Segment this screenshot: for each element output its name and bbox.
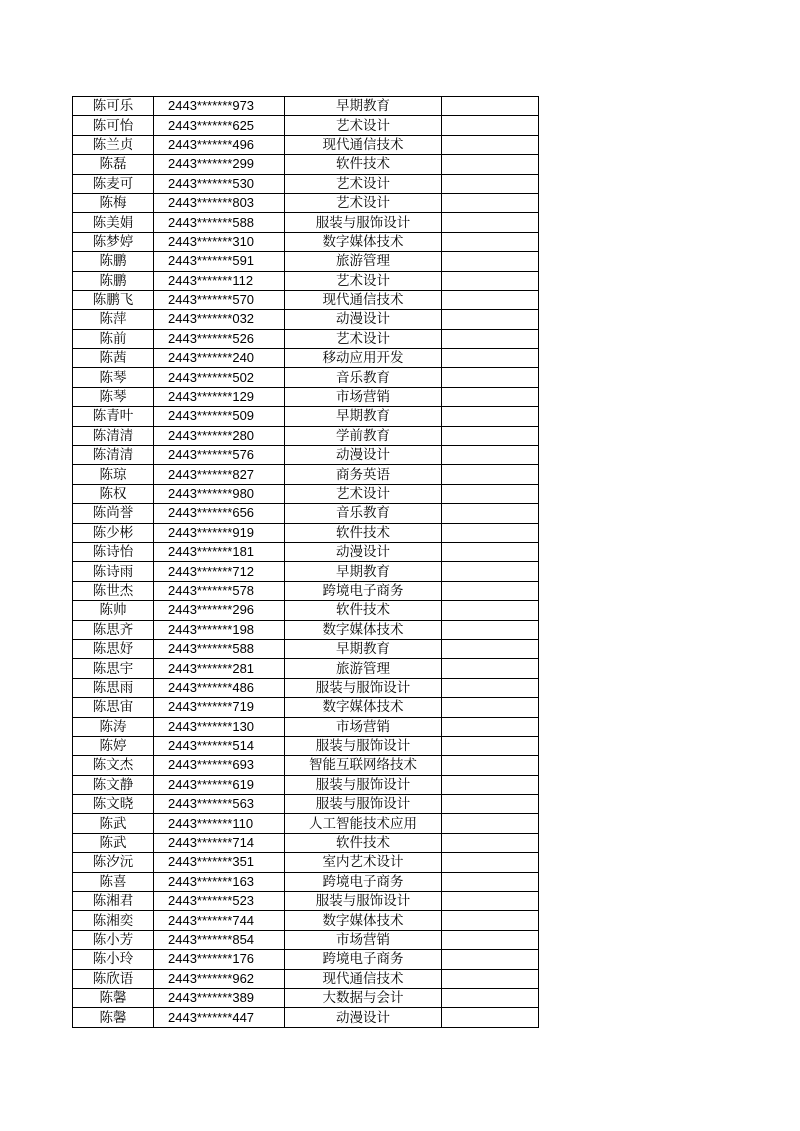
- student-name-cell: 陈文静: [73, 775, 154, 794]
- table-row: [73, 601, 539, 620]
- major-cell: 服装与服饰设计: [285, 736, 442, 755]
- student-name-cell: 陈美娟: [73, 213, 154, 232]
- major-cell: 跨境电子商务: [285, 872, 442, 891]
- student-name-cell: 陈清清: [73, 446, 154, 465]
- table-row: [73, 271, 539, 290]
- note-cell: [442, 911, 539, 930]
- major-cell: 数字媒体技术: [285, 620, 442, 639]
- student-name-cell: 陈麦可: [73, 174, 154, 193]
- table-row: [73, 950, 539, 969]
- student-name-cell: 陈喜: [73, 872, 154, 891]
- major-cell: 软件技术: [285, 601, 442, 620]
- student-id-cell: 2443*******389: [154, 988, 285, 1007]
- student-name-cell: 陈梅: [73, 193, 154, 212]
- major-cell: 数字媒体技术: [285, 911, 442, 930]
- major-cell: 大数据与会计: [285, 988, 442, 1007]
- student-name-cell: 陈鹏: [73, 271, 154, 290]
- student-id-cell: 2443*******962: [154, 969, 285, 988]
- student-name-cell: 陈思齐: [73, 620, 154, 639]
- table-row: [73, 504, 539, 523]
- student-id-cell: 2443*******240: [154, 349, 285, 368]
- student-id-cell: 2443*******176: [154, 950, 285, 969]
- table-row: [73, 833, 539, 852]
- note-cell: [442, 853, 539, 872]
- student-id-cell: 2443*******447: [154, 1008, 285, 1027]
- major-cell: 艺术设计: [285, 193, 442, 212]
- student-id-cell: 2443*******198: [154, 620, 285, 639]
- major-cell: 市场营销: [285, 717, 442, 736]
- major-cell: 学前教育: [285, 426, 442, 445]
- student-name-cell: 陈少彬: [73, 523, 154, 542]
- student-id-cell: 2443*******719: [154, 698, 285, 717]
- student-name-cell: 陈权: [73, 484, 154, 503]
- note-cell: [442, 271, 539, 290]
- note-cell: [442, 407, 539, 426]
- table-row: [73, 446, 539, 465]
- student-id-cell: 2443*******486: [154, 678, 285, 697]
- student-id-cell: 2443*******129: [154, 387, 285, 406]
- student-id-cell: 2443*******514: [154, 736, 285, 755]
- note-cell: [442, 950, 539, 969]
- student-id-cell: 2443*******827: [154, 465, 285, 484]
- student-name-cell: 陈诗雨: [73, 562, 154, 581]
- note-cell: [442, 1008, 539, 1027]
- student-id-cell: 2443*******714: [154, 833, 285, 852]
- table-row: [73, 717, 539, 736]
- table-row: [73, 814, 539, 833]
- major-cell: 早期教育: [285, 639, 442, 658]
- student-id-cell: 2443*******693: [154, 756, 285, 775]
- student-id-cell: 2443*******854: [154, 930, 285, 949]
- note-cell: [442, 349, 539, 368]
- note-cell: [442, 426, 539, 445]
- student-name-cell: 陈可乐: [73, 97, 154, 116]
- note-cell: [442, 620, 539, 639]
- major-cell: 音乐教育: [285, 368, 442, 387]
- table-row: [73, 523, 539, 542]
- major-cell: 移动应用开发: [285, 349, 442, 368]
- note-cell: [442, 795, 539, 814]
- table-row: [73, 349, 539, 368]
- table-row: [73, 155, 539, 174]
- note-cell: [442, 678, 539, 697]
- major-cell: 动漫设计: [285, 446, 442, 465]
- table-row: [73, 736, 539, 755]
- student-id-cell: 2443*******509: [154, 407, 285, 426]
- major-cell: 现代通信技术: [285, 135, 442, 154]
- student-name-cell: 陈馨: [73, 1008, 154, 1027]
- student-id-cell: 2443*******181: [154, 542, 285, 561]
- student-name-cell: 陈文晓: [73, 795, 154, 814]
- student-name-cell: 陈磊: [73, 155, 154, 174]
- roster-body: [73, 97, 539, 1028]
- student-name-cell: 陈汐沅: [73, 853, 154, 872]
- student-name-cell: 陈思妤: [73, 639, 154, 658]
- student-id-cell: 2443*******656: [154, 504, 285, 523]
- student-id-cell: 2443*******299: [154, 155, 285, 174]
- student-id-cell: 2443*******296: [154, 601, 285, 620]
- note-cell: [442, 698, 539, 717]
- major-cell: 早期教育: [285, 407, 442, 426]
- table-row: [73, 290, 539, 309]
- major-cell: 市场营销: [285, 930, 442, 949]
- note-cell: [442, 368, 539, 387]
- student-id-cell: 2443*******112: [154, 271, 285, 290]
- major-cell: 室内艺术设计: [285, 853, 442, 872]
- note-cell: [442, 562, 539, 581]
- major-cell: 商务英语: [285, 465, 442, 484]
- student-id-cell: 2443*******563: [154, 795, 285, 814]
- student-id-cell: 2443*******130: [154, 717, 285, 736]
- student-roster-table: [72, 96, 539, 1028]
- major-cell: 市场营销: [285, 387, 442, 406]
- table-row: [73, 698, 539, 717]
- note-cell: [442, 833, 539, 852]
- table-row: [73, 213, 539, 232]
- student-id-cell: 2443*******588: [154, 213, 285, 232]
- student-name-cell: 陈文杰: [73, 756, 154, 775]
- table-row: [73, 426, 539, 445]
- table-row: [73, 988, 539, 1007]
- student-name-cell: 陈琴: [73, 368, 154, 387]
- student-name-cell: 陈婷: [73, 736, 154, 755]
- note-cell: [442, 775, 539, 794]
- student-id-cell: 2443*******110: [154, 814, 285, 833]
- major-cell: 音乐教育: [285, 504, 442, 523]
- table-row: [73, 581, 539, 600]
- note-cell: [442, 523, 539, 542]
- student-name-cell: 陈前: [73, 329, 154, 348]
- table-row: [73, 484, 539, 503]
- major-cell: 软件技术: [285, 155, 442, 174]
- note-cell: [442, 135, 539, 154]
- note-cell: [442, 581, 539, 600]
- table-row: [73, 135, 539, 154]
- student-id-cell: 2443*******530: [154, 174, 285, 193]
- student-id-cell: 2443*******578: [154, 581, 285, 600]
- student-name-cell: 陈梦婷: [73, 232, 154, 251]
- table-row: [73, 387, 539, 406]
- table-row: [73, 562, 539, 581]
- student-id-cell: 2443*******591: [154, 252, 285, 271]
- student-id-cell: 2443*******496: [154, 135, 285, 154]
- note-cell: [442, 542, 539, 561]
- table-row: [73, 659, 539, 678]
- table-row: [73, 542, 539, 561]
- student-name-cell: 陈琴: [73, 387, 154, 406]
- student-id-cell: 2443*******032: [154, 310, 285, 329]
- note-cell: [442, 736, 539, 755]
- student-name-cell: 陈青叶: [73, 407, 154, 426]
- student-name-cell: 陈萍: [73, 310, 154, 329]
- major-cell: 早期教育: [285, 97, 442, 116]
- student-id-cell: 2443*******570: [154, 290, 285, 309]
- major-cell: 软件技术: [285, 523, 442, 542]
- note-cell: [442, 988, 539, 1007]
- table-row: [73, 872, 539, 891]
- note-cell: [442, 174, 539, 193]
- note-cell: [442, 329, 539, 348]
- major-cell: 服装与服饰设计: [285, 213, 442, 232]
- student-name-cell: 陈馨: [73, 988, 154, 1007]
- student-name-cell: 陈欣语: [73, 969, 154, 988]
- major-cell: 现代通信技术: [285, 969, 442, 988]
- table-row: [73, 969, 539, 988]
- table-row: [73, 310, 539, 329]
- table-row: [73, 678, 539, 697]
- major-cell: 艺术设计: [285, 271, 442, 290]
- note-cell: [442, 892, 539, 911]
- student-name-cell: 陈帅: [73, 601, 154, 620]
- student-name-cell: 陈鹏: [73, 252, 154, 271]
- note-cell: [442, 601, 539, 620]
- student-name-cell: 陈湘奕: [73, 911, 154, 930]
- note-cell: [442, 97, 539, 116]
- student-name-cell: 陈武: [73, 833, 154, 852]
- table-row: [73, 892, 539, 911]
- student-id-cell: 2443*******502: [154, 368, 285, 387]
- student-name-cell: 陈尚誉: [73, 504, 154, 523]
- note-cell: [442, 639, 539, 658]
- table-row: [73, 620, 539, 639]
- student-name-cell: 陈世杰: [73, 581, 154, 600]
- student-id-cell: 2443*******588: [154, 639, 285, 658]
- major-cell: 旅游管理: [285, 252, 442, 271]
- student-name-cell: 陈思宙: [73, 698, 154, 717]
- student-name-cell: 陈诗怡: [73, 542, 154, 561]
- major-cell: 服装与服饰设计: [285, 775, 442, 794]
- note-cell: [442, 252, 539, 271]
- note-cell: [442, 484, 539, 503]
- major-cell: 艺术设计: [285, 329, 442, 348]
- table-row: [73, 639, 539, 658]
- note-cell: [442, 465, 539, 484]
- student-name-cell: 陈思宇: [73, 659, 154, 678]
- table-row: [73, 368, 539, 387]
- note-cell: [442, 116, 539, 135]
- note-cell: [442, 872, 539, 891]
- table-row: [73, 252, 539, 271]
- student-name-cell: 陈鹏飞: [73, 290, 154, 309]
- table-row: [73, 930, 539, 949]
- student-name-cell: 陈思雨: [73, 678, 154, 697]
- student-id-cell: 2443*******619: [154, 775, 285, 794]
- table-row: [73, 232, 539, 251]
- student-id-cell: 2443*******744: [154, 911, 285, 930]
- major-cell: 动漫设计: [285, 1008, 442, 1027]
- table-row: [73, 775, 539, 794]
- note-cell: [442, 232, 539, 251]
- note-cell: [442, 193, 539, 212]
- note-cell: [442, 387, 539, 406]
- student-id-cell: 2443*******351: [154, 853, 285, 872]
- student-name-cell: 陈小玲: [73, 950, 154, 969]
- major-cell: 艺术设计: [285, 116, 442, 135]
- student-name-cell: 陈清清: [73, 426, 154, 445]
- student-id-cell: 2443*******919: [154, 523, 285, 542]
- major-cell: 艺术设计: [285, 174, 442, 193]
- student-id-cell: 2443*******281: [154, 659, 285, 678]
- student-id-cell: 2443*******280: [154, 426, 285, 445]
- major-cell: 数字媒体技术: [285, 698, 442, 717]
- note-cell: [442, 756, 539, 775]
- student-id-cell: 2443*******625: [154, 116, 285, 135]
- student-id-cell: 2443*******980: [154, 484, 285, 503]
- student-id-cell: 2443*******803: [154, 193, 285, 212]
- major-cell: 动漫设计: [285, 542, 442, 561]
- student-name-cell: 陈兰贞: [73, 135, 154, 154]
- student-id-cell: 2443*******523: [154, 892, 285, 911]
- note-cell: [442, 213, 539, 232]
- major-cell: 服装与服饰设计: [285, 892, 442, 911]
- note-cell: [442, 659, 539, 678]
- note-cell: [442, 290, 539, 309]
- major-cell: 软件技术: [285, 833, 442, 852]
- major-cell: 服装与服饰设计: [285, 795, 442, 814]
- major-cell: 服装与服饰设计: [285, 678, 442, 697]
- note-cell: [442, 446, 539, 465]
- student-id-cell: 2443*******712: [154, 562, 285, 581]
- student-name-cell: 陈武: [73, 814, 154, 833]
- table-row: [73, 97, 539, 116]
- major-cell: 早期教育: [285, 562, 442, 581]
- table-row: [73, 756, 539, 775]
- major-cell: 人工智能技术应用: [285, 814, 442, 833]
- student-name-cell: 陈琼: [73, 465, 154, 484]
- table-row: [73, 465, 539, 484]
- student-id-cell: 2443*******163: [154, 872, 285, 891]
- student-name-cell: 陈小芳: [73, 930, 154, 949]
- table-row: [73, 795, 539, 814]
- table-row: [73, 407, 539, 426]
- major-cell: 跨境电子商务: [285, 581, 442, 600]
- note-cell: [442, 155, 539, 174]
- table-row: [73, 174, 539, 193]
- student-name-cell: 陈可怡: [73, 116, 154, 135]
- student-name-cell: 陈湘君: [73, 892, 154, 911]
- student-name-cell: 陈茜: [73, 349, 154, 368]
- table-row: [73, 329, 539, 348]
- student-name-cell: 陈涛: [73, 717, 154, 736]
- note-cell: [442, 930, 539, 949]
- student-id-cell: 2443*******526: [154, 329, 285, 348]
- note-cell: [442, 969, 539, 988]
- table-row: [73, 1008, 539, 1027]
- note-cell: [442, 504, 539, 523]
- note-cell: [442, 814, 539, 833]
- major-cell: 艺术设计: [285, 484, 442, 503]
- major-cell: 跨境电子商务: [285, 950, 442, 969]
- student-id-cell: 2443*******973: [154, 97, 285, 116]
- student-id-cell: 2443*******576: [154, 446, 285, 465]
- student-id-cell: 2443*******310: [154, 232, 285, 251]
- table-row: [73, 911, 539, 930]
- note-cell: [442, 310, 539, 329]
- major-cell: 智能互联网络技术: [285, 756, 442, 775]
- table-row: [73, 853, 539, 872]
- major-cell: 数字媒体技术: [285, 232, 442, 251]
- table-row: [73, 116, 539, 135]
- note-cell: [442, 717, 539, 736]
- table-row: [73, 193, 539, 212]
- major-cell: 现代通信技术: [285, 290, 442, 309]
- major-cell: 旅游管理: [285, 659, 442, 678]
- major-cell: 动漫设计: [285, 310, 442, 329]
